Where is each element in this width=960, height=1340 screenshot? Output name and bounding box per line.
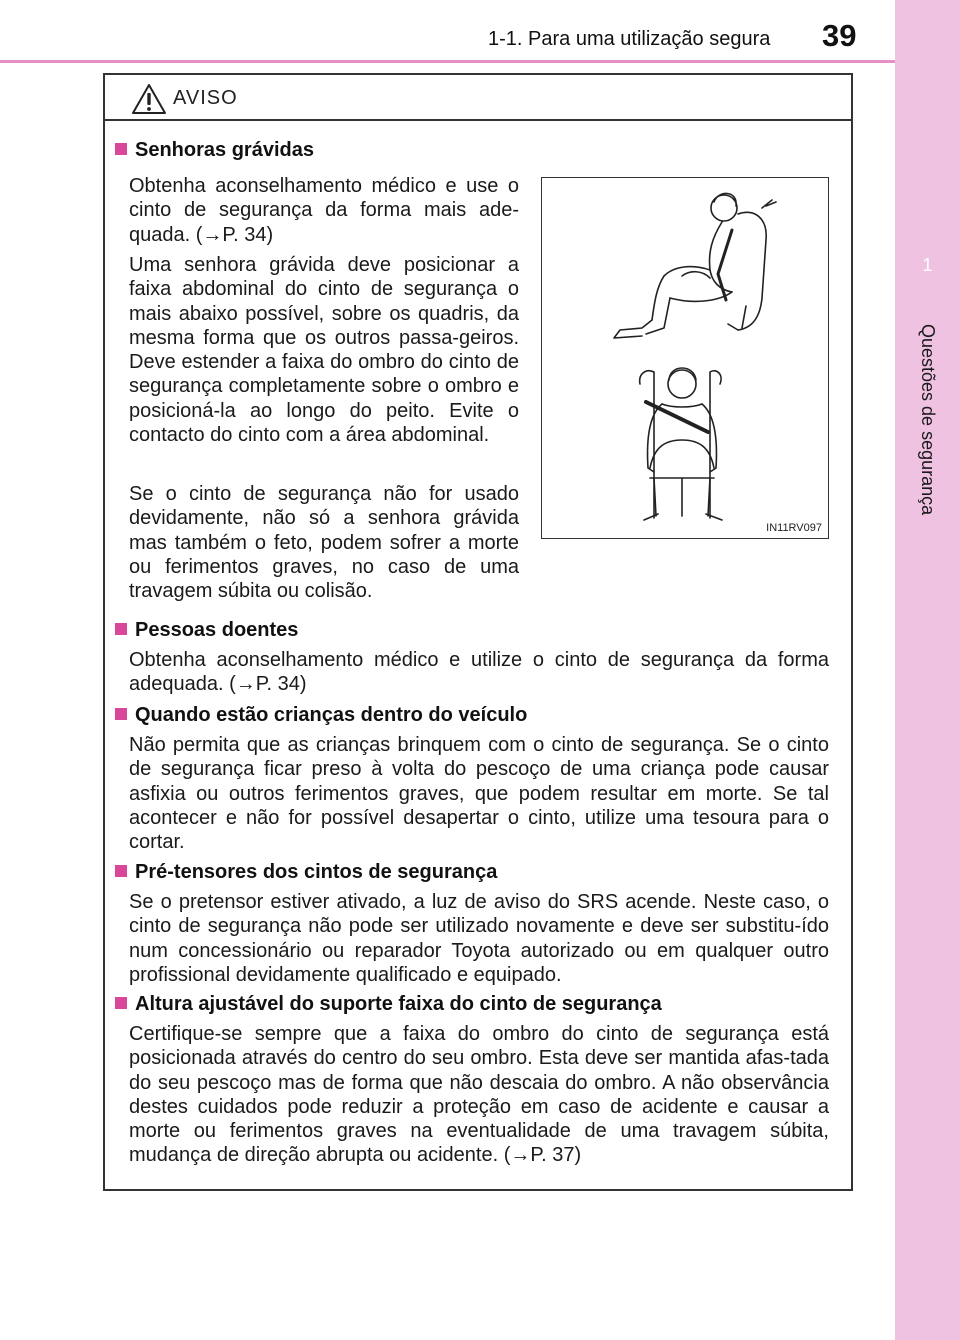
warning-label: AVISO: [173, 87, 238, 109]
paragraph: Não permita que as crianças brinquem com o cinto de segurança. Se o cinto de segurança ficar preso à volta do pescoço de uma criança pode causar asfixia ou outros ferimentos graves, que podem resultar em morte. Se tal acontecer e não for possível desapertar o cinto, utilize uma tesoura para o cortar.: [129, 734, 829, 854]
section-heading-pre-tensores: [115, 860, 497, 884]
header-divider: [0, 60, 895, 63]
bullet-square-icon: [115, 997, 127, 1009]
section-title: 1-1. Para uma utilização segura: [488, 28, 771, 50]
section-heading-senhoras-gravidas: [115, 138, 314, 162]
paragraph: Se o pretensor estiver ativado, a luz de aviso do SRS acende. Neste caso, o cinto de segurança não pode ser utilizado novamente e deve ser substitu-ído num concessionário ou reparador Toyota autorizado ou em qualquer outro profissional devidamente qualificado e equipado.: [129, 891, 829, 986]
bullet-square-icon: [115, 623, 127, 635]
heading-text: Pessoas doentes: [135, 619, 299, 641]
heading-text: Altura ajustável do suporte faixa do cinto de segurança: [135, 993, 662, 1015]
figure-code: IN11RV097: [766, 522, 822, 534]
section-heading-altura-ajustavel: [115, 992, 662, 1016]
chapter-number: 1: [922, 255, 933, 275]
warning-header: [105, 75, 851, 121]
paragraph: Obtenha aconselhamento médico e utilize o cinto de segurança da forma adequada. (→P. 34): [129, 649, 829, 696]
paragraph: Certifique-se sempre que a faixa do ombro do cinto de segurança está posicionada através do centro do seu ombro. Esta deve ser mantida afas-tada do seu pescoço mas de forma que não descaia do ombro. A não observância destes cuidados pode reduzir a proteção em caso de acidente e causar a morte ou ferimentos graves na eventualidade de uma travagem súbita, mudança de direção abrupta ou acidente. (→P. 37): [129, 1023, 829, 1167]
bullet-square-icon: [115, 708, 127, 720]
paragraph: Uma senhora grávida deve posicionar a faixa abdominal do cinto de segurança o mais abaixo possível, sobre os quadris, da mesma forma que os outros passa-geiros. Deve estender a faixa do ombro do cinto de segurança completamente sobre o ombro e posicioná-la ao longo do peito. Evite o contacto do cinto com a área abdominal.: [129, 254, 519, 447]
warning-box: [103, 73, 853, 1191]
pregnant-woman-seatbelt-illustration: [541, 177, 829, 539]
heading-text: Senhoras grávidas: [135, 139, 314, 161]
chapter-side-tab[interactable]: [895, 0, 960, 1340]
section-heading-criancas: [115, 703, 527, 727]
page-number: 39: [822, 18, 857, 53]
paragraph: Obtenha aconselhamento médico e use o cinto de segurança da forma mais ade-quada. (→P. 34): [129, 175, 519, 246]
heading-text: Quando estão crianças dentro do veículo: [135, 704, 528, 726]
paragraph: Se o cinto de segurança não for usado devidamente, não só a senhora grávida mas também o feto, podem sofrer a morte ou ferimentos graves, no caso de uma travagem súbita ou colisão.: [129, 483, 519, 603]
chapter-title: Questões de segurança: [918, 324, 938, 516]
bullet-square-icon: [115, 143, 127, 155]
bullet-square-icon: [115, 865, 127, 877]
heading-text: Pré-tensores dos cintos de segurança: [135, 861, 498, 883]
section-heading-pessoas-doentes: [115, 618, 298, 642]
warning-triangle-icon: [131, 83, 167, 115]
